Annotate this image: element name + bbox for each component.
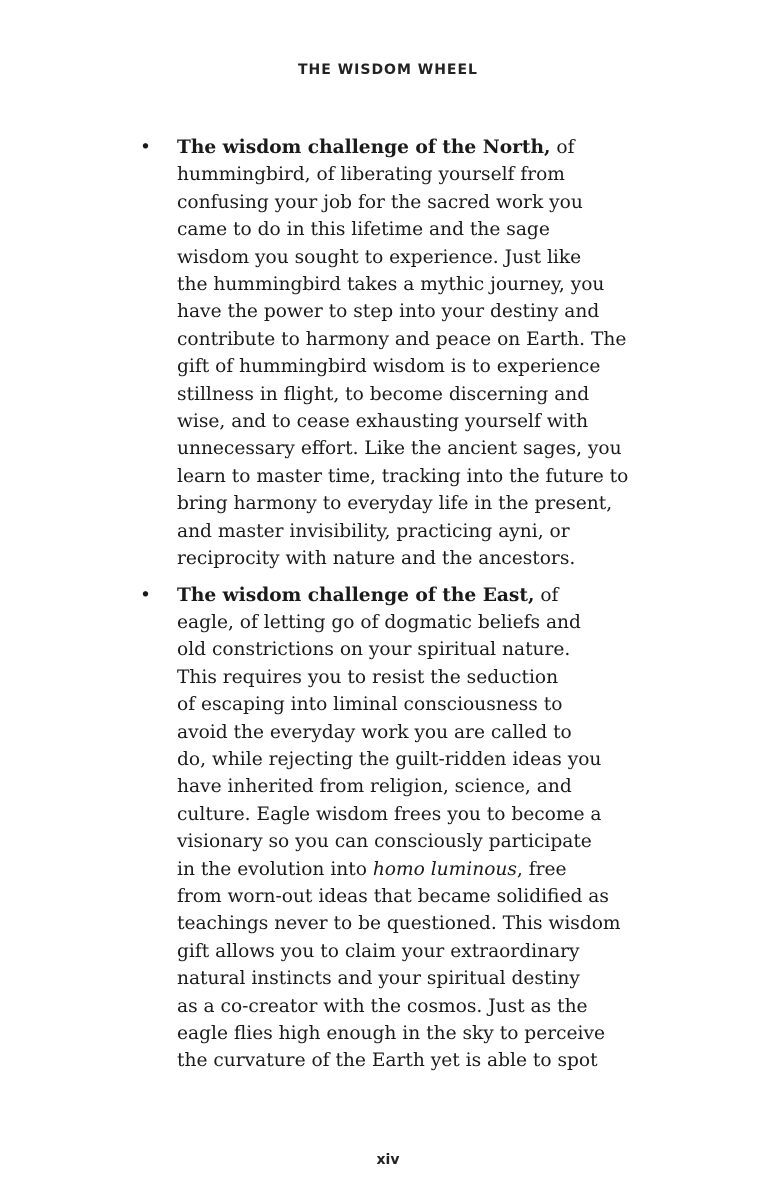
line: hummingbird, of liberating yourself from: [177, 164, 565, 186]
bold-lead: The wisdom challenge of the North,: [177, 137, 551, 158]
line: wisdom you sought to experience. Just like: [177, 246, 582, 268]
line: old constrictions on your spiritual nature.: [177, 639, 571, 661]
text-run: of: [534, 584, 559, 606]
line: do, while rejecting the guilt-ridden ideas you: [177, 748, 602, 770]
line: contribute to harmony and peace on Earth. The: [177, 328, 627, 350]
line: bring harmony to everyday life in the present,: [177, 493, 613, 515]
bold-lead: The wisdom challenge of the East,: [177, 584, 535, 606]
bullet-marker: •: [140, 584, 151, 606]
line: eagle, of letting go of dogmatic beliefs and: [177, 611, 581, 633]
line: [177, 134, 640, 161]
line: learn to master time, tracking into the future to: [177, 465, 629, 487]
running-head: THE WISDOM WHEEL: [298, 62, 478, 78]
text-run: in the evolution into: [177, 858, 373, 880]
bullet-north: [140, 134, 640, 573]
line: This requires you to resist the seduction: [177, 666, 559, 688]
line: came to do in this lifetime and the sage: [177, 219, 550, 241]
line: have inherited from religion, science, and: [177, 776, 572, 798]
line: have the power to step into your destiny and: [177, 301, 600, 323]
bullet-east: [140, 582, 640, 1075]
bullet-list: [140, 134, 640, 1084]
line: culture. Eagle wisdom frees you to become a: [177, 803, 602, 825]
italic-term: homo luminous: [372, 858, 517, 880]
line: gift allows you to claim your extraordinary: [177, 940, 580, 962]
line: natural instincts and your spiritual destiny: [177, 968, 580, 990]
text-run: of: [550, 137, 575, 158]
line: as a co-creator with the cosmos. Just as the: [177, 995, 588, 1017]
line: avoid the everyday work you are called to: [177, 721, 572, 743]
line: from worn-out ideas that became solidified as: [177, 885, 609, 907]
line: gift of hummingbird wisdom is to experience: [177, 356, 601, 378]
bullet-marker: •: [140, 137, 151, 158]
line: confusing your job for the sacred work you: [177, 191, 583, 213]
line: reciprocity with nature and the ancestors.: [177, 548, 576, 570]
line: [177, 856, 640, 883]
line: and master invisibility, practicing ayni, or: [177, 520, 570, 542]
line: unnecessary effort. Like the ancient sages, you: [177, 438, 622, 460]
line: teachings never to be questioned. This wisdom: [177, 913, 621, 935]
line: stillness in flight, to become discerning and: [177, 383, 590, 405]
line: the curvature of the Earth yet is able to spot: [177, 1050, 598, 1072]
line: wise, and to cease exhausting yourself with: [177, 411, 589, 433]
line: of escaping into liminal consciousness to: [177, 694, 563, 716]
line: visionary so you can consciously participate: [177, 831, 592, 853]
text-run: , free: [516, 858, 567, 880]
line: the hummingbird takes a mythic journey, you: [177, 274, 605, 296]
line: eagle flies high enough in the sky to perceive: [177, 1023, 605, 1044]
line: [177, 582, 640, 609]
page-number: xiv: [376, 1152, 400, 1168]
